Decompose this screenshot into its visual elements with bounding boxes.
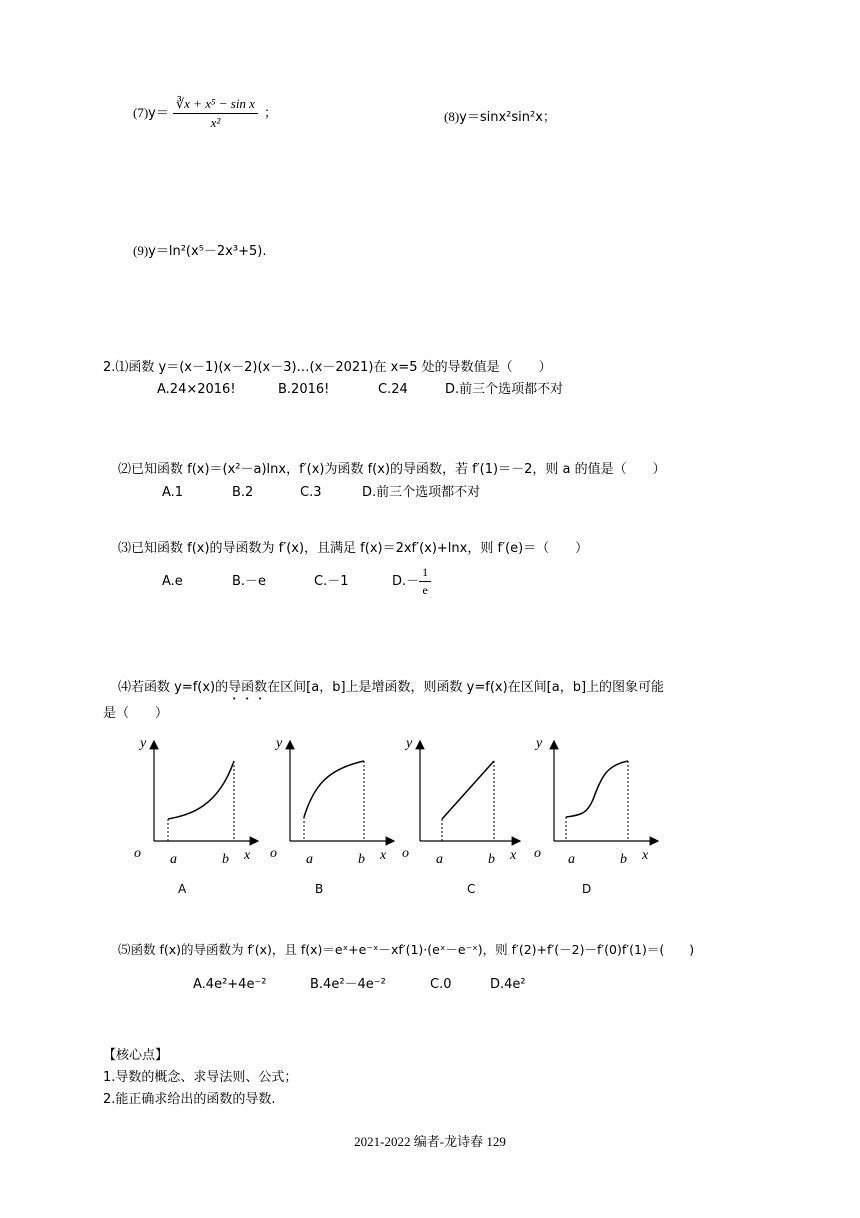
option-d[interactable] <box>392 565 431 598</box>
y-label: y <box>140 736 147 751</box>
problem-7-numerator: ∛x + x⁵ − sin x <box>173 96 258 114</box>
option-d[interactable]: D.前三个选项都不对 <box>445 382 564 397</box>
option-b[interactable]: B.4e²－4e⁻² <box>310 977 386 992</box>
curve <box>566 761 628 817</box>
b-label: b <box>222 852 229 867</box>
page-footer: 2021-2022 编者-龙诗春 129 <box>354 1134 506 1149</box>
option-c[interactable]: C.24 <box>378 382 408 397</box>
origin-label: o <box>134 846 141 861</box>
question-2-1-options <box>157 378 563 397</box>
core-item-1: 1.导数的概念、求导法则、公式； <box>103 1070 298 1085</box>
graph-c[interactable] <box>402 736 520 867</box>
option-a[interactable]: A.24×2016! <box>157 382 236 397</box>
graph-d[interactable] <box>534 736 658 867</box>
stem-emphasis: 导函数 <box>228 680 268 695</box>
option-b[interactable]: B.2016! <box>278 382 330 397</box>
problem-9 <box>133 240 266 259</box>
option-d-denominator: e <box>422 583 428 597</box>
x-label: x <box>244 848 251 863</box>
curve <box>304 761 364 817</box>
option-b[interactable]: B.－e <box>232 574 267 589</box>
b-label: b <box>358 852 365 867</box>
option-c[interactable]: C.3 <box>300 485 322 500</box>
option-a[interactable]: A.1 <box>162 485 184 500</box>
option-d[interactable]: D.前三个选项都不对 <box>362 485 481 500</box>
y-label: y <box>536 736 543 751</box>
question-2-4-stem-cont: 是（ ） <box>103 706 169 721</box>
origin-label: o <box>534 846 541 861</box>
question-2-3-stem: ⑶已知函数 f(x)的导函数为 f′(x)，且满足 f(x)＝2xf′(x)+lnx，则 f′(e)＝（ ） <box>118 541 589 556</box>
question-2-2-stem: ⑵已知函数 f(x)＝(x²－a)lnx，f′(x)为函数 f(x)的导函数，若 f′(1)＝－2，则 a 的值是（ ） <box>118 462 666 477</box>
problem-7 <box>133 96 277 131</box>
question-2-5-options <box>193 973 526 992</box>
a-label: a <box>170 852 177 867</box>
question-2-3-options <box>162 565 431 598</box>
question-2-2-options <box>162 481 480 500</box>
graph-a-caption: A <box>178 882 187 896</box>
option-c[interactable]: C.－1 <box>314 574 349 589</box>
problem-7-end: ； <box>263 106 277 121</box>
option-d[interactable]: D.4e² <box>490 977 526 992</box>
stem-part-a: ⑷若函数 y=f(x)的 <box>118 680 229 695</box>
y-label: y <box>406 736 413 751</box>
problem-7-label: (7) <box>133 105 149 120</box>
option-a[interactable]: A.e <box>162 574 183 589</box>
a-label: a <box>436 852 443 867</box>
option-d-fraction <box>419 565 431 598</box>
stem-part-b: 在区间[a，b]上是增函数，则函数 y=f(x)在区间[a，b]上的图象可能 <box>267 680 665 695</box>
b-label: b <box>488 852 495 867</box>
x-label: x <box>380 848 387 863</box>
problem-8-text: y＝sinx²sin²x； <box>459 110 556 125</box>
problem-9-text: y＝ln²(x⁵－2x³+5). <box>148 244 267 259</box>
option-c[interactable]: C.0 <box>430 977 452 992</box>
x-label: x <box>510 848 517 863</box>
problem-7-lhs: y＝ <box>148 106 169 121</box>
graph-b[interactable] <box>270 736 394 867</box>
problem-8-label: (8) <box>444 109 460 124</box>
problem-9-label: (9) <box>133 243 149 258</box>
origin-label: o <box>270 846 277 861</box>
graph-b-caption: B <box>315 882 324 896</box>
x-label: x <box>642 848 649 863</box>
a-label: a <box>568 852 575 867</box>
option-d-numerator: 1 <box>419 565 431 582</box>
question-2-4-stem <box>118 676 664 703</box>
graph-a[interactable] <box>134 736 258 867</box>
problem-7-denominator: x² <box>210 115 221 130</box>
graph-d-caption: D <box>582 882 592 896</box>
y-label: y <box>276 736 283 751</box>
graph-c-caption: C <box>467 882 476 896</box>
line <box>442 761 494 819</box>
question-2-1-stem: 2.⑴函数 y＝(x－1)(x－2)(x－3)…(x－2021)在 x=5 处的导数值是（ ） <box>103 360 552 375</box>
option-d-sign: D.－ <box>392 574 420 589</box>
a-label: a <box>306 852 313 867</box>
b-label: b <box>620 852 627 867</box>
option-a[interactable]: A.4e²+4e⁻² <box>193 977 267 992</box>
problem-7-fraction <box>173 96 258 131</box>
core-title: 【核心点】 <box>103 1048 169 1063</box>
problem-8 <box>444 106 556 125</box>
core-item-2: 2.能正确求给出的函数的导数. <box>103 1092 276 1107</box>
curve <box>168 761 234 819</box>
graphs-panel <box>130 735 730 875</box>
option-b[interactable]: B.2 <box>232 485 254 500</box>
question-2-5-stem: ⑸函数 f(x)的导函数为 f′(x)，且 f(x)＝eˣ+e⁻ˣ－xf′(1)·(eˣ－e⁻ˣ)，则 f′(2)+f′(－2)－f′(0)f′(1)＝( ) <box>118 942 695 957</box>
origin-label: o <box>402 846 409 861</box>
